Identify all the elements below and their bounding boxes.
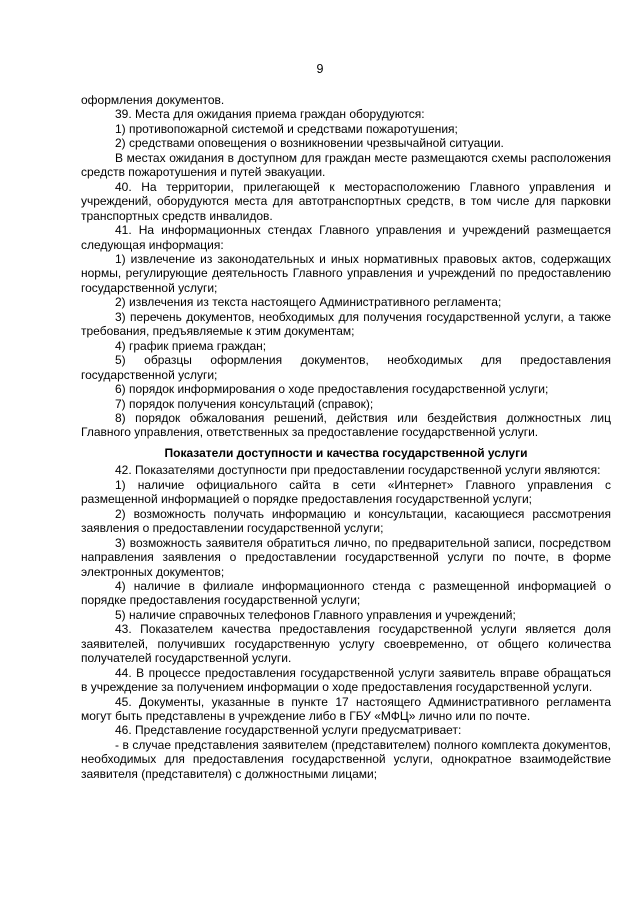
paragraph: 2) средствами оповещения о возникновении чрезвычайной ситуации. [115,136,504,151]
paragraph: 8) порядок обжалования решений, действия или бездействия должностных лиц Главного управления, ответственных за предоставление государственной услуги. [81,410,611,440]
paragraph: - в случае представления заявителем (представителем) полного комплекта документов, необходимых для предоставления государственной услуги, однократное взаимодействие заявителя (представителя) с должностными лицами; [81,737,611,781]
paragraph: 45. Документы, указанные в пункте 17 настоящего Административного регламента могут быть представлены в учреждение либо в ГБУ «МФЦ» лично или по почте. [81,694,611,724]
paragraph: 44. В процессе предоставления государственной услуги заявитель вправе обращаться в учреждение за получением информации о ходе предоставления государственной услуги. [81,665,611,695]
paragraph: 40. На территории, прилегающей к месторасположению Главного управления и учреждений, оборудуются места для автотранспортных средств, в том числе для парковки транспортных средств инвалидов. [81,179,611,223]
paragraph: 39. Места для ожидания приема граждан оборудуются: [115,107,425,122]
paragraph: 5) образцы оформления документов, необходимых для предоставления государственной услуги; [81,353,611,382]
paragraph: 3) перечень документов, необходимых для получения государственной услуги, а также требования, предъявляемые к этим документам; [81,309,611,339]
section-heading: Показатели доступности и качества государственной услуги [164,445,528,460]
paragraph: 1) противопожарной системой и средствами пожаротушения; [115,121,458,136]
paragraph: 7) порядок получения консультаций (справок); [115,396,374,411]
paragraph: 2) извлечения из текста настоящего Административного регламента; [115,295,502,310]
paragraph: 5) наличие справочных телефонов Главного управления и учреждений; [115,607,516,622]
paragraph: оформления документов. [81,93,225,107]
paragraph: 43. Показателем качества предоставления государственной услуги является доля заявителей, получивших государственную услугу своевременно, от общего количества получателей государственной услуги. [81,622,611,666]
paragraph: 4) наличие в филиале информационного стенда с размещенной информацией о порядке предоставления государственной услуги; [81,578,611,608]
paragraph: 1) извлечение из законодательных и иных нормативных правовых актов, содержащих нормы, регулирующие деятельность Главного управления и учреждений по предоставлению государственной услуги; [81,251,611,295]
document-body [81,93,611,781]
paragraph: 41. На информационных стендах Главного управления и учреждений размещается следующая информация: [81,223,611,252]
paragraph: 42. Показателями доступности при предоставлении государственной услуги являются: [115,463,601,478]
paragraph: 1) наличие официального сайта в сети «Интернет» Главного управления с размещенной информацией о порядке предоставления государственной услуги; [81,477,611,507]
paragraph: 2) возможность получать информацию и консультации, касающиеся рассмотрения заявления о предоставлении государственной услуги; [81,506,611,536]
page-number: 9 [316,62,324,76]
paragraph: 3) возможность заявителя обратиться лично, по предварительной записи, посредством направления заявления о предоставлении государственной услуги по почте, в форме электронных документов; [81,535,611,579]
paragraph: В местах ожидания в доступном для граждан месте размещаются схемы расположения средств пожаротушения и путей эвакуации. [81,150,611,180]
paragraph: 46. Представление государственной услуги предусматривает: [115,723,462,738]
paragraph: 4) график приема граждан; [115,338,267,353]
paragraph: 6) порядок информирования о ходе предоставления государственной услуги; [115,382,549,397]
